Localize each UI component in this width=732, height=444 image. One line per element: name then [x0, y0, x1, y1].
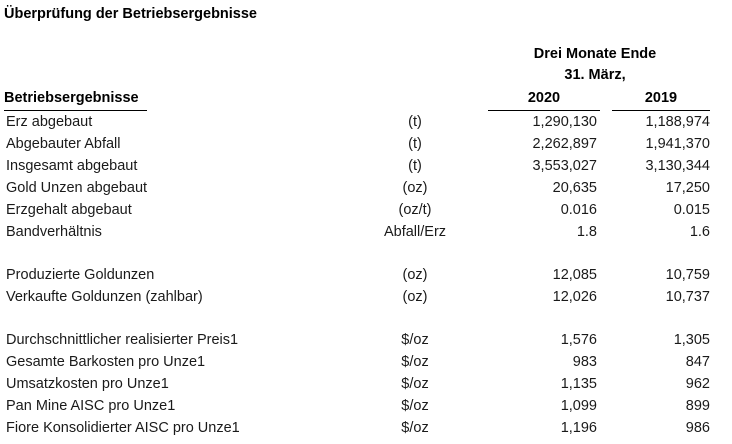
row-spacer	[0, 244, 732, 265]
value-2020: 20,635	[552, 180, 597, 196]
results-table	[0, 112, 732, 440]
value-2019: 10,759	[665, 267, 710, 283]
row-label: Fiore Konsolidierter AISC pro Unze1	[6, 420, 240, 436]
row-unit: $/oz	[401, 332, 429, 348]
value-2019: 1,305	[673, 332, 710, 348]
value-2019: 17,250	[665, 180, 710, 196]
value-2020: 1,135	[560, 376, 597, 392]
table-row	[0, 396, 732, 418]
row-unit: (t)	[408, 136, 422, 152]
row-unit: $/oz	[401, 376, 429, 392]
row-spacer	[0, 309, 732, 330]
row-unit: (t)	[408, 114, 422, 130]
table-row	[0, 374, 732, 396]
section-heading: Betriebsergebnisse	[4, 90, 147, 111]
row-label: Umsatzkosten pro Unze1	[6, 376, 169, 392]
table-row	[0, 156, 732, 178]
value-2020: 12,026	[552, 289, 597, 305]
row-label: Bandverhältnis	[6, 224, 102, 240]
table-row	[0, 112, 732, 134]
value-2020: 1.8	[576, 224, 597, 240]
document-title: Überprüfung der Betriebsergebnisse	[4, 6, 257, 22]
table-row	[0, 265, 732, 287]
value-2019: 10,737	[665, 289, 710, 305]
table-row	[0, 178, 732, 200]
row-label: Erz abgebaut	[6, 114, 93, 130]
value-2020: 2,262,897	[532, 136, 597, 152]
value-2019: 986	[685, 420, 710, 436]
period-heading: Drei Monate Ende	[533, 46, 657, 62]
row-unit: (t)	[408, 158, 422, 174]
value-2019: 3,130,344	[645, 158, 710, 174]
table-row	[0, 287, 732, 309]
value-2019: 1.6	[689, 224, 710, 240]
value-2020: 3,553,027	[532, 158, 597, 174]
row-label: Gold Unzen abgebaut	[6, 180, 148, 196]
value-2019: 899	[685, 398, 710, 414]
value-2019: 1,941,370	[645, 136, 710, 152]
value-2019: 962	[685, 376, 710, 392]
value-2020: 1,576	[560, 332, 597, 348]
value-2020: 1,099	[560, 398, 597, 414]
row-label: Insgesamt abgebaut	[6, 158, 138, 174]
row-label: Abgebauter Abfall	[6, 136, 121, 152]
row-unit: (oz)	[402, 289, 428, 305]
value-2020: 983	[572, 354, 597, 370]
value-2020: 0.016	[560, 202, 597, 218]
row-label: Durchschnittlicher realisierter Preis1	[6, 332, 239, 348]
value-2020: 12,085	[552, 267, 597, 283]
row-unit: $/oz	[401, 398, 429, 414]
table-row	[0, 134, 732, 156]
row-label: Produzierte Goldunzen	[6, 267, 155, 283]
row-label: Gesamte Barkosten pro Unze1	[6, 354, 206, 370]
table-row	[0, 418, 732, 440]
row-unit: $/oz	[401, 420, 429, 436]
row-unit: (oz)	[402, 267, 428, 283]
row-label: Erzgehalt abgebaut	[6, 202, 132, 218]
value-2020: 1,290,130	[532, 114, 597, 130]
column-header-2020: 2020	[488, 90, 600, 111]
table-row	[0, 200, 732, 222]
table-row	[0, 330, 732, 352]
value-2020: 1,196	[560, 420, 597, 436]
table-header	[0, 90, 732, 112]
table-row	[0, 352, 732, 374]
row-unit: (oz/t)	[398, 202, 432, 218]
period-date: 31. März,	[564, 67, 626, 83]
row-label: Verkaufte Goldunzen (zahlbar)	[6, 289, 203, 305]
column-header-2019: 2019	[612, 90, 710, 111]
value-2019: 847	[685, 354, 710, 370]
row-unit: $/oz	[401, 354, 429, 370]
value-2019: 1,188,974	[645, 114, 710, 130]
value-2019: 0.015	[673, 202, 710, 218]
table-row	[0, 222, 732, 244]
row-unit: Abfall/Erz	[383, 224, 447, 240]
row-label: Pan Mine AISC pro Unze1	[6, 398, 176, 414]
row-unit: (oz)	[402, 180, 428, 196]
